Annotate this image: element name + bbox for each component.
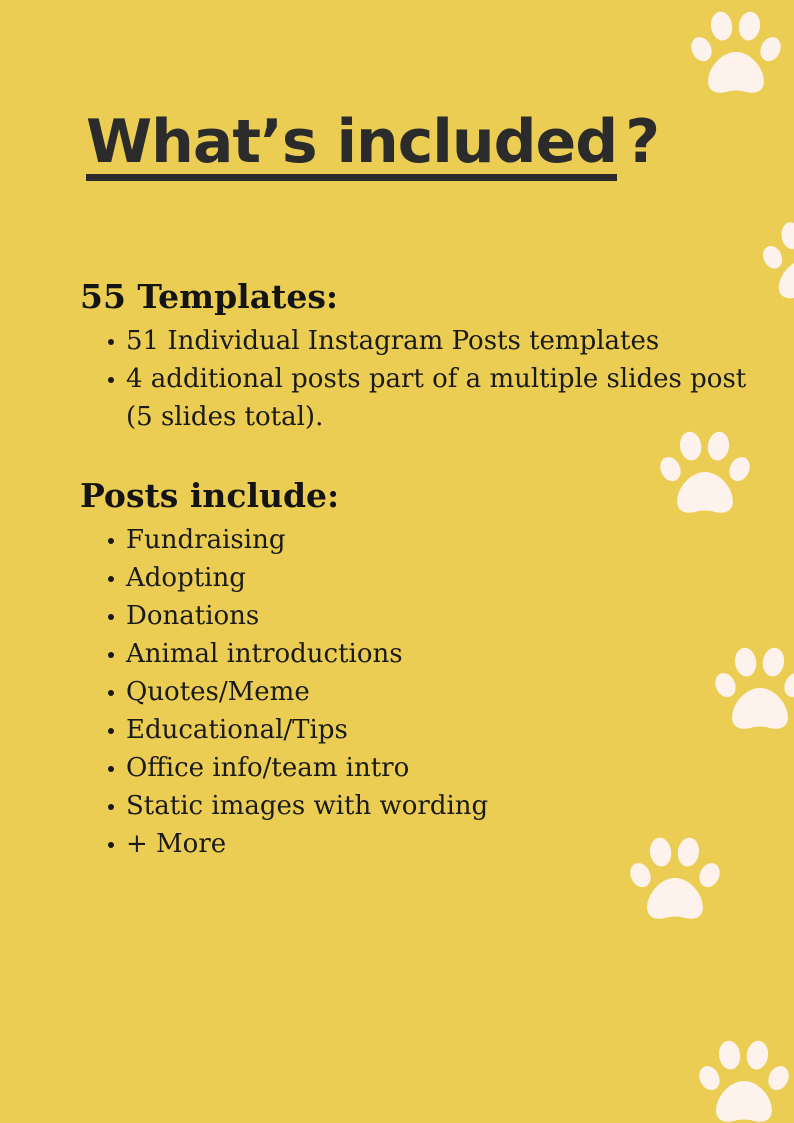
templates-heading: 55 Templates: (80, 277, 339, 316)
posts-list (107, 521, 707, 863)
paw-print-icon (760, 215, 794, 305)
posts-heading: Posts include: (80, 476, 340, 515)
list-item: + More (107, 825, 707, 863)
page-title (86, 107, 659, 181)
list-item: Adopting (107, 559, 707, 597)
list-item: 4 additional posts part of a multiple slides post (5 slides total). (107, 360, 747, 436)
list-item: 51 Individual Instagram Posts templates (107, 322, 747, 360)
list-item: Fundraising (107, 521, 707, 559)
list-item: Educational/Tips (107, 711, 707, 749)
list-item: Quotes/Meme (107, 673, 707, 711)
title-text: What’s included (86, 112, 617, 181)
list-item: Donations (107, 597, 707, 635)
list-item: Static images with wording (107, 787, 707, 825)
title-question-mark: ? (625, 107, 659, 177)
paw-print-icon (696, 1033, 792, 1123)
paw-print-icon (627, 830, 723, 926)
templates-list (107, 322, 747, 436)
paw-print-icon (712, 640, 794, 736)
paw-print-icon (688, 4, 784, 100)
paw-print-icon (657, 424, 753, 520)
list-item: Animal introductions (107, 635, 707, 673)
list-item: Office info/team intro (107, 749, 707, 787)
